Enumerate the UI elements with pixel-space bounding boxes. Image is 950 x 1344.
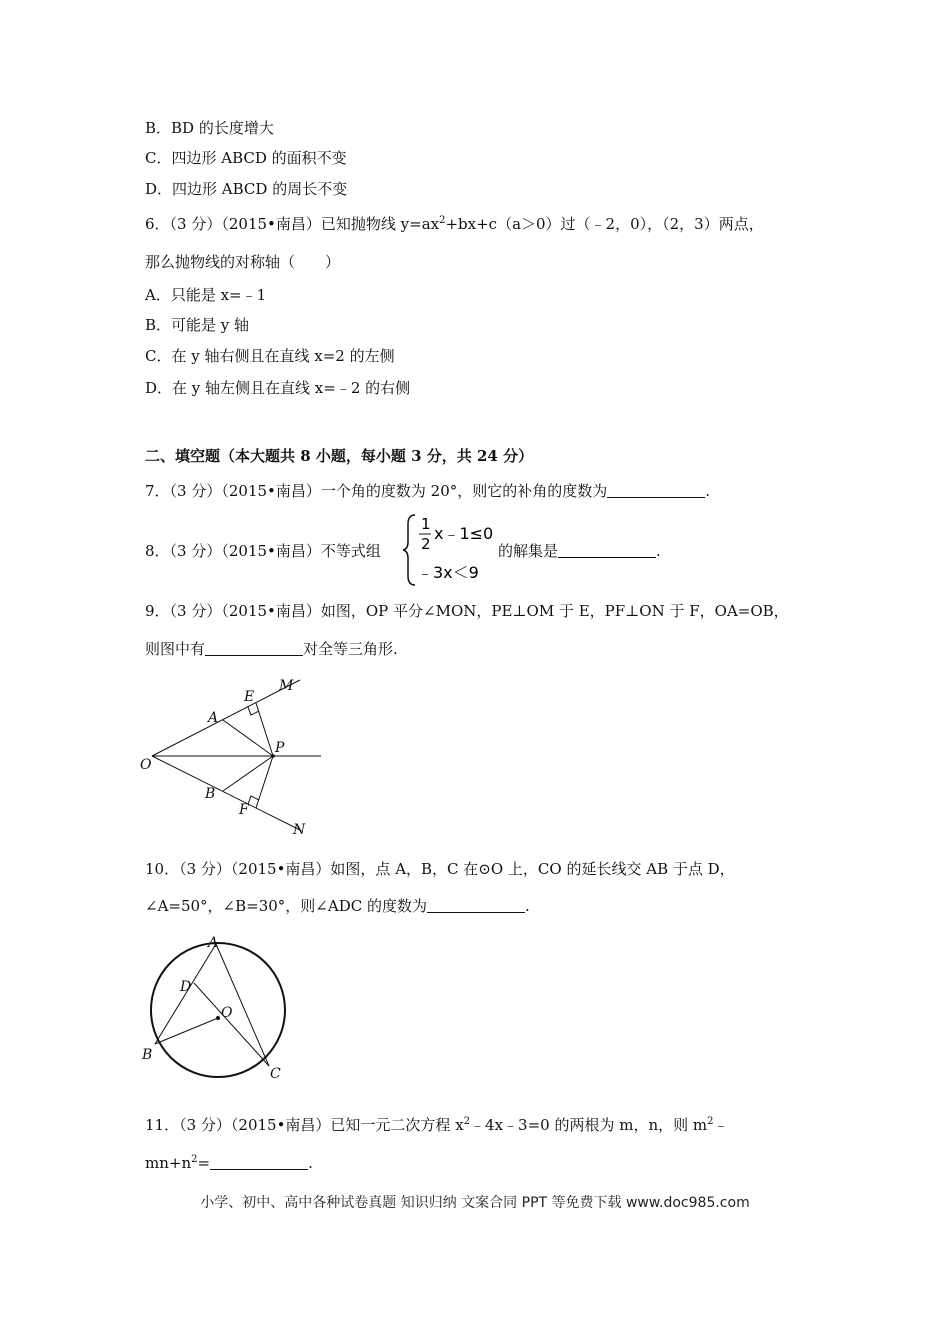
q8-tail: 的解集是 <box>498 542 559 560</box>
q6-stem-part1: 6．（3 分）（2015•南昌）已知抛物线 y=ax <box>145 215 440 233</box>
q9-answer-blank <box>205 639 303 656</box>
q10-answer-blank <box>427 896 525 913</box>
label-e: E <box>244 689 255 705</box>
q8-tail-line <box>498 541 661 561</box>
q9-stem-part2: 对全等三角形. <box>303 640 398 658</box>
segment-bo <box>155 1018 218 1044</box>
label-a: A <box>208 710 219 726</box>
q11-answer-blank <box>210 1153 308 1170</box>
center-point-o <box>216 1016 220 1020</box>
label-o: O <box>221 1005 233 1021</box>
label-p: P <box>275 740 285 756</box>
q6-stem-line2: 那么抛物线的对称轴（ ） <box>145 253 341 271</box>
q9-stem-part1: 则图中有 <box>145 640 206 658</box>
q10-figure <box>138 932 298 1084</box>
label-d: D <box>180 979 192 995</box>
q8-inequality-system <box>403 512 503 588</box>
segment-cd <box>194 983 269 1066</box>
q11-stem-part5: = <box>197 1154 211 1172</box>
q11-exponent-2: 2 <box>707 1116 714 1127</box>
q11-stem-part1: 11．（3 分）（2015•南昌）已知一元二次方程 x <box>145 1116 464 1134</box>
q10-stem-part1: ∠A=50°，∠B=30°，则∠ADC 的度数为 <box>145 897 427 915</box>
label-m: M <box>279 678 294 694</box>
q10-stem-line1: 10．（3 分）（2015•南昌）如图，点 A，B，C 在⊙O 上，CO 的延长线交 AB 于点 D， <box>145 860 735 878</box>
q6-stem-part2: +bx+c（a＞0）过（﹣2，0），（2，3）两点， <box>445 215 764 233</box>
label-n: N <box>293 822 306 838</box>
q11-stem-line1 <box>145 1115 729 1135</box>
q11-stem-part2: ﹣4x﹣3=0 的两根为 m，n，则 m <box>470 1116 708 1134</box>
q9-figure <box>135 672 335 842</box>
q8-fraction-numerator: 1 <box>421 515 431 533</box>
label-f: F <box>239 802 249 818</box>
curly-brace-icon <box>403 515 415 585</box>
q7-answer-blank <box>607 481 705 498</box>
label-b: B <box>142 1047 153 1063</box>
q7-end: . <box>705 482 711 500</box>
q8-inequality-2: ﹣3x＜9 <box>417 563 479 582</box>
q9-stem-line1: 9．（3 分）（2015•南昌）如图，OP 平分∠MON，PE⊥OM 于 E，PF⊥ON 于 F，OA=OB， <box>145 602 789 620</box>
page-footer: 小学、初中、高中各种试卷真题 知识归纳 文案合同 PPT 等免费下载 www.doc985.com <box>200 1195 750 1211</box>
label-a: A <box>208 935 219 951</box>
ray-on <box>152 756 300 830</box>
q8-inequality-1: x﹣1≤0 <box>434 524 494 543</box>
q6-option-c: C．在 y 轴右侧且在直线 x=2 的左侧 <box>145 347 395 365</box>
q6-exponent: 2 <box>439 215 446 226</box>
q6-option-a: A．只能是 x=﹣1 <box>145 286 267 304</box>
q10-end: . <box>524 897 530 915</box>
q8-fraction-denominator: 2 <box>421 535 431 553</box>
q11-exponent-1: 2 <box>463 1116 471 1127</box>
label-o: O <box>140 757 152 773</box>
q6-option-b: B．可能是 y 轴 <box>145 316 250 334</box>
segment-bp <box>223 756 273 791</box>
q9-stem-line2 <box>145 639 398 659</box>
q11-stem-part4: mn+n <box>145 1154 192 1172</box>
q11-stem-part3: ﹣ <box>713 1116 729 1134</box>
segment-ap <box>223 720 273 756</box>
q7-stem: 7．（3 分）（2015•南昌）一个角的度数为 20°，则它的补角的度数为 <box>145 482 608 500</box>
q5-option-c: C．四边形 ABCD 的面积不变 <box>145 149 347 167</box>
q6-option-d: D．在 y 轴左侧且在直线 x=﹣2 的右侧 <box>145 379 411 397</box>
q6-stem-line1 <box>145 214 764 234</box>
q5-option-d: D．四边形 ABCD 的周长不变 <box>145 180 348 198</box>
label-b: B <box>205 786 216 802</box>
q8-stem: 8．（3 分）（2015•南昌）不等式组 <box>145 542 381 560</box>
q11-end: . <box>308 1154 313 1172</box>
q8-answer-blank <box>558 541 656 558</box>
q11-stem-line2 <box>145 1153 313 1173</box>
label-c: C <box>270 1066 281 1082</box>
q8-end: . <box>656 542 661 560</box>
q8-brace-svg <box>403 512 503 588</box>
q5-option-b: B．BD 的长度增大 <box>145 119 274 137</box>
q11-exponent-3: 2 <box>191 1154 198 1165</box>
section2-title: 二、填空题（本大题共 8 小题，每小题 3 分，共 24 分） <box>145 447 534 465</box>
q7-line <box>145 481 710 501</box>
q10-stem-line2 <box>145 896 530 916</box>
